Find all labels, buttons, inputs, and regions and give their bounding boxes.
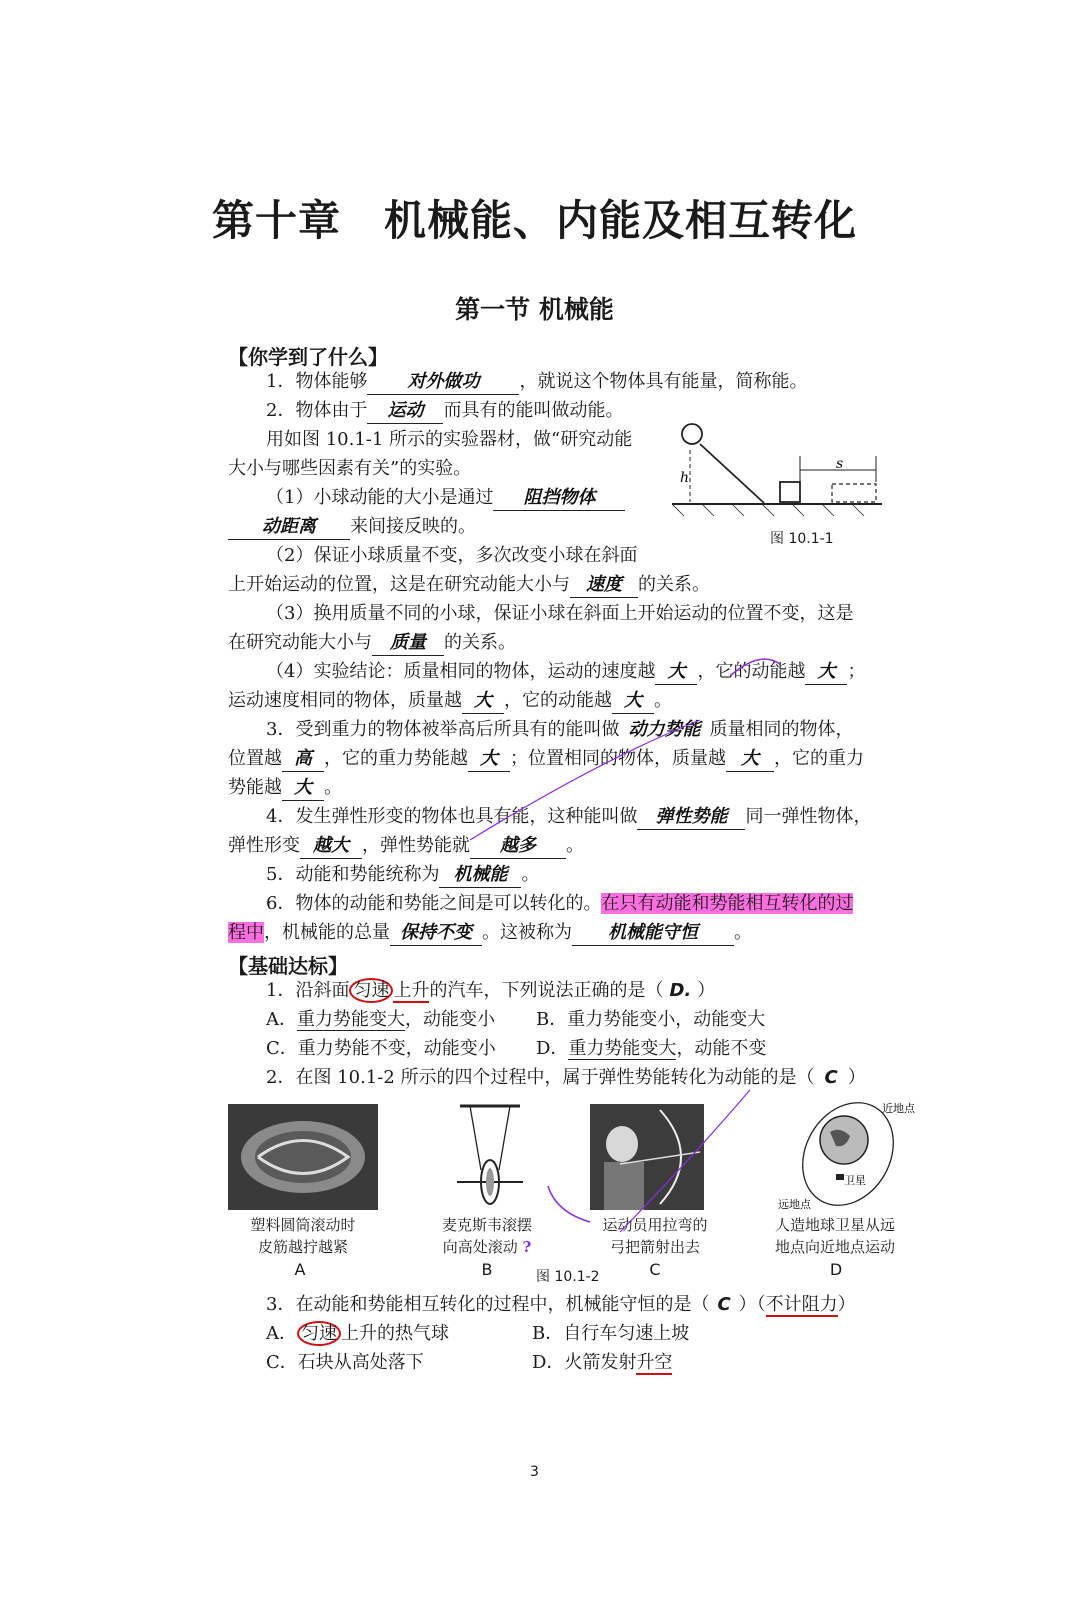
q3-line-1: 3．受到重力的物体被举高后所具有的能叫做 动力势能 质量相同的物体， xyxy=(266,719,854,740)
q3b-answer-1: 高 xyxy=(282,747,324,772)
caption-d: 人造地球卫星从远 地点向近地点运动 xyxy=(774,1216,895,1256)
near-point-label: 近地点 xyxy=(882,1102,915,1115)
photo-a xyxy=(228,1104,378,1210)
q4b-answer-2: 越多 xyxy=(470,834,566,859)
e2-answer: 速度 xyxy=(570,573,638,598)
b2-answer: C xyxy=(824,1067,838,1088)
letter-d: D xyxy=(829,1260,843,1279)
b3-option-c: C．石块从高处落下 xyxy=(266,1352,424,1373)
letter-b: B xyxy=(481,1260,493,1279)
q2-line: 2．物体由于 运动 而具有的能叫做动能。 xyxy=(266,399,623,424)
b1-underlined: 上升 xyxy=(393,980,430,1001)
b2-line: 2．在图 10.1-2 所示的四个过程中，属于弹性势能转化为动能的是（ C ） xyxy=(266,1067,866,1088)
q5-answer: 机械能 xyxy=(439,863,521,888)
exp-intro-1: 用如图 10.1-1 所示的实验器材，做“研究动能 xyxy=(266,429,633,450)
e4-answer-2: 大 xyxy=(805,660,847,685)
q6-highlight-2: 程中 xyxy=(228,922,264,943)
page-number: 3 xyxy=(530,1464,539,1480)
q6-answer-1: 保持不变 xyxy=(390,921,482,946)
e4-line-2: 运动速度相同的物体，质量越 大 ，它的动能越 大 。 xyxy=(228,689,672,714)
q1-answer: 对外做功 xyxy=(367,370,519,395)
q4-line-2: 弹性形变 越大 ，弹性势能就 越多 。 xyxy=(228,834,584,859)
incline xyxy=(700,444,764,503)
q3-line-3: 势能越 大 。 xyxy=(228,776,342,801)
chapter-title: 第十章 机械能、内能及相互转化 xyxy=(211,196,857,245)
e3-line-2: 在研究动能大小与 质量 的关系。 xyxy=(228,631,516,656)
satellite-orbit-drawing xyxy=(778,1096,928,1212)
caption-b-mark: ? xyxy=(522,1238,532,1256)
e2-line-2: 上开始运动的位置，这是在研究动能大小与 速度 的关系。 xyxy=(228,573,710,598)
caption-b: 麦克斯韦滚摆 向高处滚动 ? xyxy=(441,1216,532,1256)
q5-line: 5．动能和势能统称为 机械能 。 xyxy=(266,863,539,888)
section-title: 第一节 机械能 xyxy=(455,295,614,324)
e4-line-1: （4）实验结论：质量相同的物体，运动的速度越 大 ，它的动能越 大 ； xyxy=(266,660,865,685)
q3b-answer-2: 大 xyxy=(468,747,510,772)
e1-answer-b: 动距离 xyxy=(228,515,350,540)
figure2-caption: 图 10.1-2 xyxy=(536,1269,600,1285)
e4-answer-1: 大 xyxy=(655,660,697,685)
letter-a: A xyxy=(294,1260,306,1279)
figure-10-1-1 xyxy=(672,420,887,520)
b3-option-b: B．自行车匀速上坡 xyxy=(532,1323,690,1344)
e4b-answer-2: 大 xyxy=(612,689,654,714)
fig1-h-label: h xyxy=(680,470,690,486)
b1-option-a: A．重力势能变大，动能变小 xyxy=(266,1009,495,1030)
caption-a: 塑料圆筒滚动时 皮筋越拧越紧 xyxy=(250,1216,356,1256)
q6-line-1: 6．物体的动能和势能之间是可以转化的。在只有动能和势能相互转化的过 xyxy=(266,893,854,914)
block xyxy=(780,482,800,502)
b3-line: 3．在动能和势能相互转化的过程中，机械能守恒的是（ C ）（不计阻力） xyxy=(266,1294,856,1315)
figure1-caption: 图 10.1-1 xyxy=(770,531,834,547)
b3-underlined: 不计阻力 xyxy=(765,1294,838,1315)
q3c-answer: 大 xyxy=(282,776,324,801)
e1-line: （1）小球动能的大小是通过 阻挡物体 xyxy=(266,486,625,511)
q6-line-2: 程中，机械能的总量 保持不变 。这被称为 机械能守恒 。 xyxy=(228,921,752,946)
b1-option-c: C．重力势能不变，动能变小 xyxy=(266,1038,496,1059)
b1-option-d: D．重力势能变大，动能不变 xyxy=(536,1038,767,1059)
basic-header: 【基础达标】 xyxy=(228,954,348,978)
letter-c: C xyxy=(649,1260,661,1279)
q1-line: 1．物体能够 对外做功 ，就说这个物体具有能量，简称能。 xyxy=(266,370,807,395)
e3-answer: 质量 xyxy=(372,631,444,656)
q2-answer: 运动 xyxy=(367,399,443,424)
q6-answer-2: 机械能守恒 xyxy=(572,921,734,946)
e2-line-1: （2）保证小球质量不变，多次改变小球在斜面 xyxy=(266,545,638,566)
b1-option-b: B．重力势能变小，动能变大 xyxy=(536,1009,766,1030)
b3-answer: C xyxy=(717,1294,731,1315)
b3-option-d: D．火箭发射升空 xyxy=(532,1352,673,1373)
q4-line-1: 4．发生弹性形变的物体也具有能，这种能叫做 弹性势能 同一弹性物体， xyxy=(266,805,871,830)
e1-answer-a: 阻挡物体 xyxy=(493,486,625,511)
satellite-label: 卫星 xyxy=(844,1174,866,1187)
b1-answer: D. xyxy=(669,980,692,1001)
ball-icon xyxy=(682,424,702,444)
b1-circled: 匀速 xyxy=(349,978,393,1003)
e1-line-2: 动距离 来间接反映的。 xyxy=(228,515,476,540)
exp-intro-2: 大小与哪些因素有关”的实验。 xyxy=(228,458,472,479)
caption-c: 运动员用拉弯的 弓把箭射出去 xyxy=(602,1216,708,1256)
fig1-s-label: s xyxy=(836,456,844,472)
maxwell-wheel-drawing xyxy=(455,1100,525,1212)
b3-option-a: A． 匀速 上升的热气球 xyxy=(266,1323,449,1344)
q6-highlight-1: 在只有动能和势能相互转化的过 xyxy=(601,893,854,914)
learned-header: 【你学到了什么】 xyxy=(228,345,388,369)
q4b-answer-1: 越大 xyxy=(300,834,362,859)
q3b-answer-3: 大 xyxy=(726,747,774,772)
satellite-icon xyxy=(836,1174,844,1180)
q4-answer: 弹性势能 xyxy=(637,805,745,830)
q3-answer: 动力势能 xyxy=(628,719,701,740)
e3-line-1: （3）换用质量不同的小球，保证小球在斜面上开始运动的位置不变，这是 xyxy=(266,603,854,624)
e4b-answer-1: 大 xyxy=(462,689,504,714)
photo-c xyxy=(590,1104,704,1210)
q3-line-2: 位置越 高 ，它的重力势能越 大 ；位置相同的物体，质量越 大 ，它的重力 xyxy=(228,747,864,772)
b1-line: 1．沿斜面 匀速 上升的汽车，下列说法正确的是（ D. ） xyxy=(266,980,716,1001)
far-point-label: 远地点 xyxy=(778,1198,811,1211)
